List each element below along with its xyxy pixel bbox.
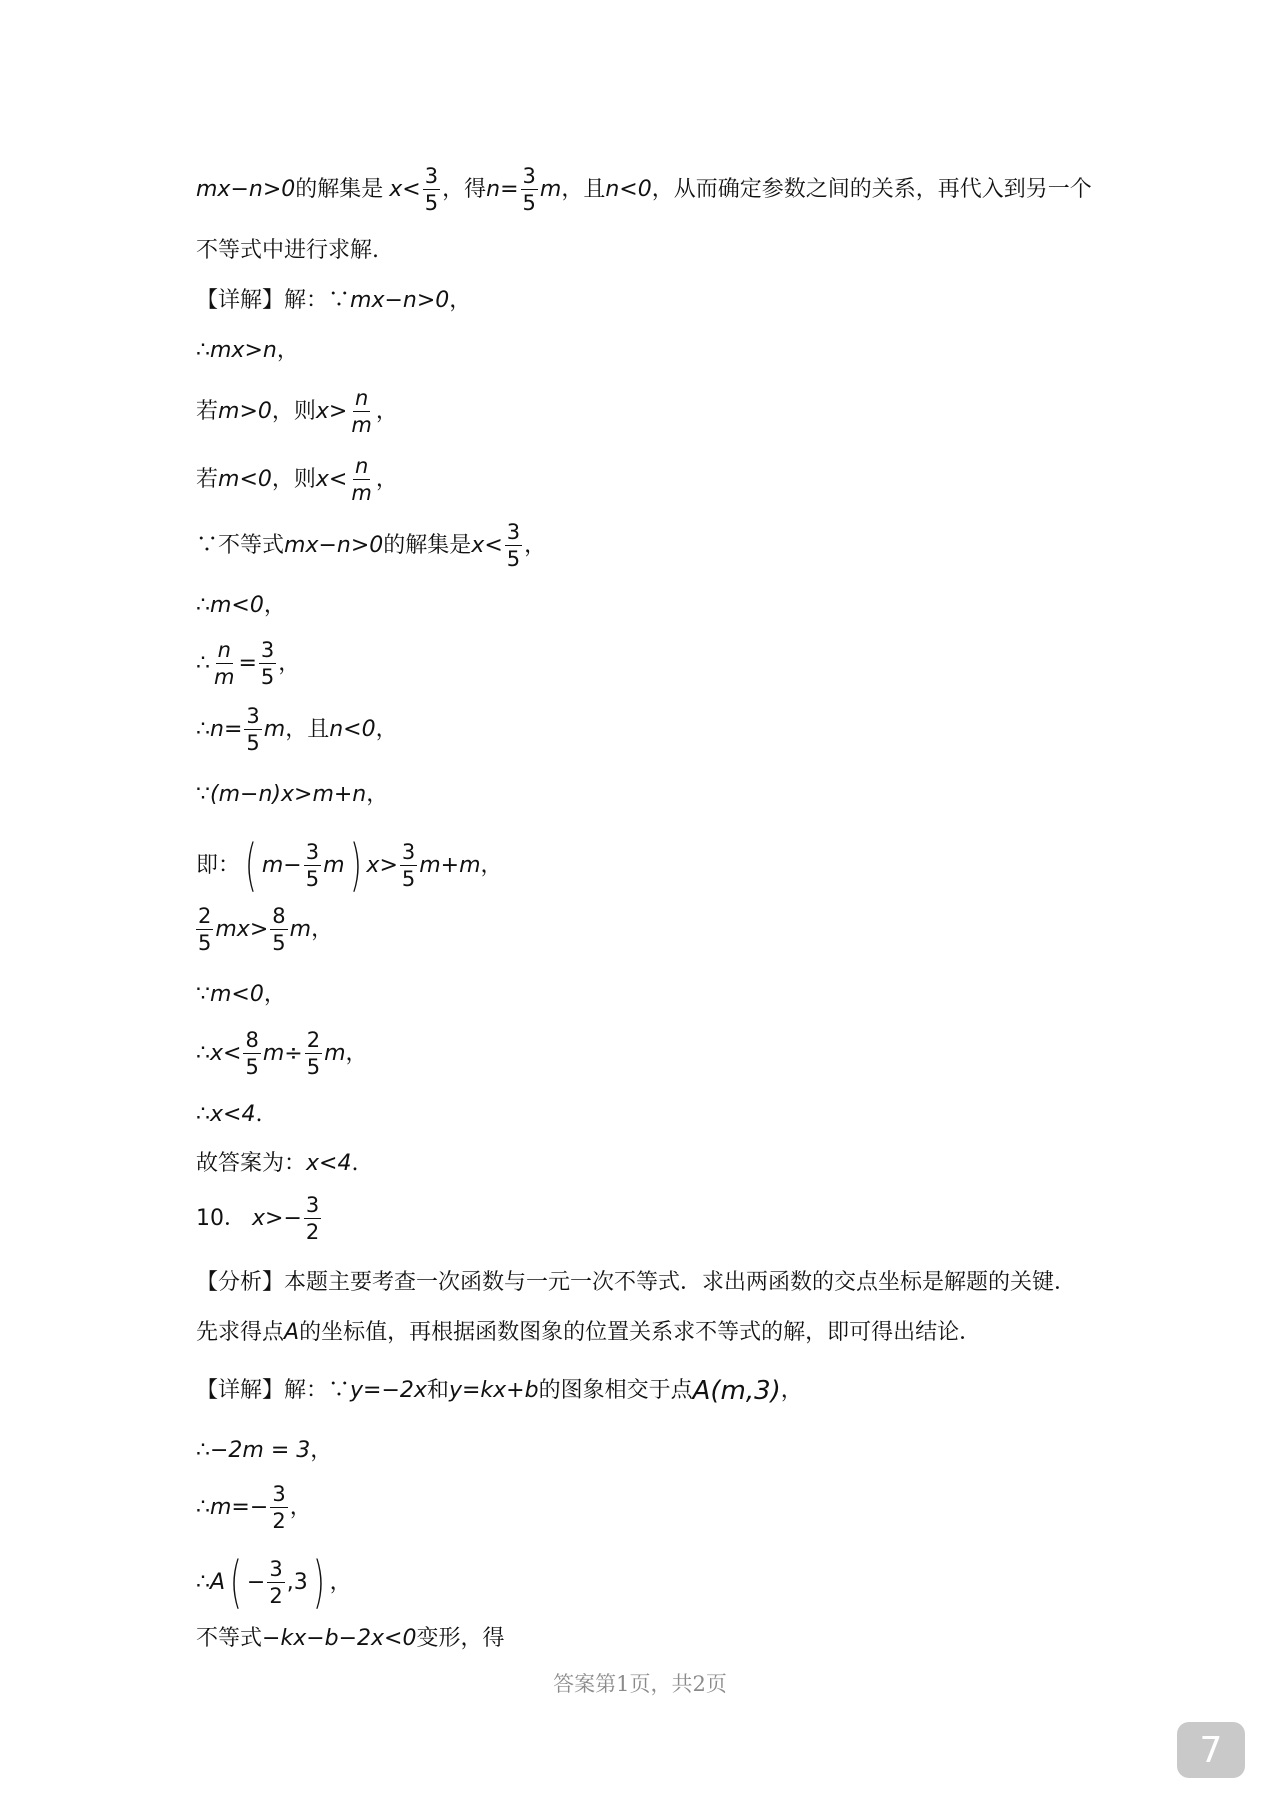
fraction: $\frac{3}{5}$ [260,638,275,689]
paragraph-step: ∴ m=− $\frac{3}{2}$ ， [196,1482,312,1533]
paragraph-step: ∴ n= $\frac{3}{5}$ m ，且 n<0 ， [196,704,398,755]
fraction: $\frac{8}{5}$ [245,1028,259,1079]
paragraph-step: ∴ A ( − $\frac{3}{2}$ ,3 ) ， [196,1550,352,1615]
fraction: $\frac{3}{5}$ [246,704,260,755]
paragraph-step: 不等式 −kx−b−2x<0 变形，得 [196,1626,505,1651]
page-number-badge[interactable]: 7 [1177,1722,1245,1778]
question-10-answer: 10． x>− $\frac{3}{2}$ [196,1193,320,1244]
paragraph-step: ∵ (m−n) x>m+n ， [196,782,389,807]
paragraph-step: ∵ m<0 ， [196,982,286,1007]
fraction: $\frac{2}{5}$ [198,904,212,955]
paragraph-step: $\frac{2}{5}$ mx> $\frac{8}{5}$ m ， [198,904,334,955]
paragraph-answer: 故答案为： x<4 . [196,1151,359,1176]
paragraph-step: ∴ x<4 . [196,1102,263,1127]
paragraph-step: ∴ −2m = 3 ， [196,1438,333,1463]
fraction: $\frac{3}{5}$ [506,520,521,571]
fraction: $\frac{3}{5}$ [424,164,439,215]
fraction: $\frac{3}{5}$ [401,840,416,891]
fraction: $\frac{2}{5}$ [306,1028,321,1079]
paragraph-analysis-cont: mx−n>0 的解集是 x< $\frac{3}{5}$ ，得 n= $\frac{3}{5}$ m ，且 n<0 ，从而确定参数之间的关系，再代入到另一个 [196,164,1092,215]
paragraph-text: 不等式中进行求解. [196,238,379,263]
fraction: $\frac{3}{2}$ [305,1193,320,1244]
paragraph-detail-heading: 【详解】解：∵ mx−n>0 ， [196,288,472,313]
fraction: $\frac{3}{2}$ [269,1557,283,1608]
fraction: $\frac{3}{5}$ [305,840,320,891]
paragraph-step: 若 m<0 ，则 x< $\frac{n}{m}$ ， [196,454,398,505]
paragraph-analysis-cont: 先求得点 A 的坐标值，再根据函数图象的位置关系求不等式的解，即可得出结论． [196,1320,982,1345]
paragraph-detail-heading: 【详解】解：∵ y=−2x 和 y=kx+b 的图象相交于点 A (m,3) ， [196,1376,803,1406]
fraction: $\frac{3}{2}$ [272,1482,286,1533]
paragraph-step: ∵不等式 mx−n>0 的解集是 x< $\frac{3}{5}$ ， [196,520,547,571]
paragraph-step: ∴ mx>n ， [196,338,299,363]
paragraph-analysis: 【分析】本题主要考查一次函数与一元一次不等式．求出两函数的交点坐标是解题的关键． [196,1270,1077,1295]
fraction: $\frac{n}{m}$ [351,386,372,437]
fraction: $\frac{n}{m}$ [351,454,372,505]
paragraph-step: ∴ x< $\frac{8}{5}$ m÷ $\frac{2}{5}$ m ， [196,1028,368,1079]
paragraph-step: ∴ m<0 ， [196,593,286,618]
fraction: $\frac{n}{m}$ [214,638,235,689]
fraction: $\frac{3}{5}$ [522,164,536,215]
paragraph-step: 即： ( m− $\frac{3}{5}$ m ) x> $\frac{3}{5}$ m+m ， [196,833,503,898]
page-footer: 答案第1页，共2页 [553,1672,727,1696]
fraction: $\frac{8}{5}$ [272,904,286,955]
paragraph-step: ∴ $\frac{n}{m}$ = $\frac{3}{5}$ ， [196,638,301,689]
paragraph-step: 若 m>0 ，则 x> $\frac{n}{m}$ ， [196,386,398,437]
